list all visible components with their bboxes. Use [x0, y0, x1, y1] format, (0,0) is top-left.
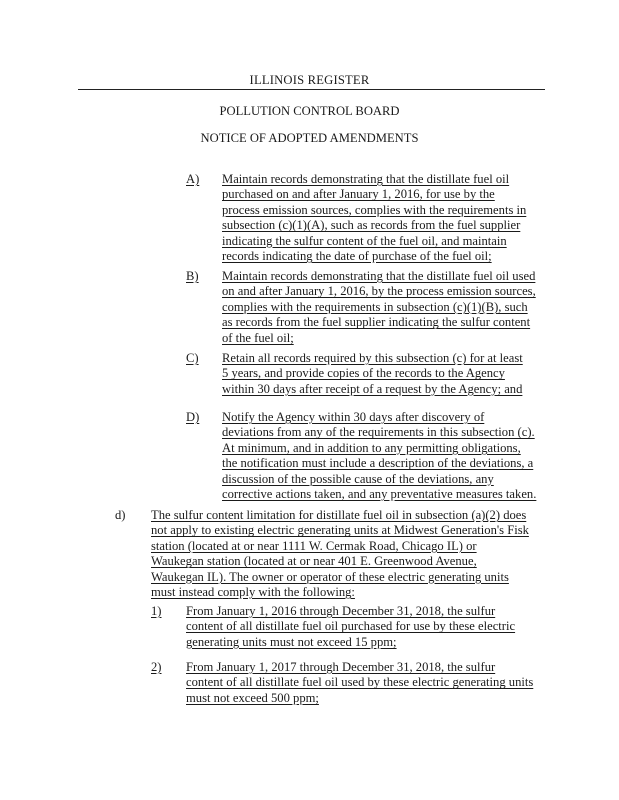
item-label: D)	[186, 410, 200, 424]
item-text: Retain all records required by this subsection (c) for at least 5 years, and provide copies of the records to the Agency within 30 days after receipt of a request by the Agency; and	[222, 351, 523, 396]
item-label: A)	[186, 172, 200, 186]
item-text: From January 1, 2016 through December 31, 2018, the sulfur content of all distillate fuel oil purchased for use by these electric generating units must not exceed 15 ppm;	[186, 604, 516, 649]
header-rule	[78, 89, 545, 90]
notice-title: NOTICE OF ADOPTED AMENDMENTS	[200, 131, 419, 145]
section-text: The sulfur content limitation for distillate fuel oil in subsection (a)(2) does not apply to existing electric generating units at Midwest Generation's Fisk station (located at or near 1111 W. Cermak Road, Chicago IL) or Waukegan station (located at or near 401 E. Greenwood Avenue, Waukegan IL). The owner or operator of these electric generating units must instead comply with the following:	[151, 508, 529, 600]
item-text: Notify the Agency within 30 days after discovery of deviations from any of the requirements in this subsection (c). At minimum, and in addition to any permitting obligations, the notification must include a description of the deviations, a discussion of the possible cause of the deviations, any corrective actions taken, and any preventative measures taken.	[222, 410, 537, 502]
item-text: Maintain records demonstrating that the distillate fuel oil used on and after January 1, 2016, by the process emission sources, complies with the requirements in subsection (c)(1)(B), such as records from the fuel supplier indicating the sulfur content of the fuel oil;	[222, 269, 536, 345]
item-label: B)	[186, 269, 199, 283]
item-label: 2)	[151, 660, 162, 674]
board-name: POLLUTION CONTROL BOARD	[219, 104, 400, 118]
section-label: d)	[115, 508, 126, 522]
item-text: From January 1, 2017 through December 31, 2018, the sulfur content of all distillate fuel oil used by these electric generating units must not exceed 500 ppm;	[186, 660, 534, 705]
register-title: ILLINOIS REGISTER	[249, 73, 370, 87]
item-label: C)	[186, 351, 199, 365]
item-text: Maintain records demonstrating that the distillate fuel oil purchased on and after January 1, 2016, for use by the process emission sources, complies with the requirements in subsection (c)(1)(A), such as records from the fuel supplier indicating the sulfur content of the fuel oil, and maintain records indicating the date of purchase of the fuel oil;	[222, 172, 527, 264]
item-label: 1)	[151, 604, 162, 618]
